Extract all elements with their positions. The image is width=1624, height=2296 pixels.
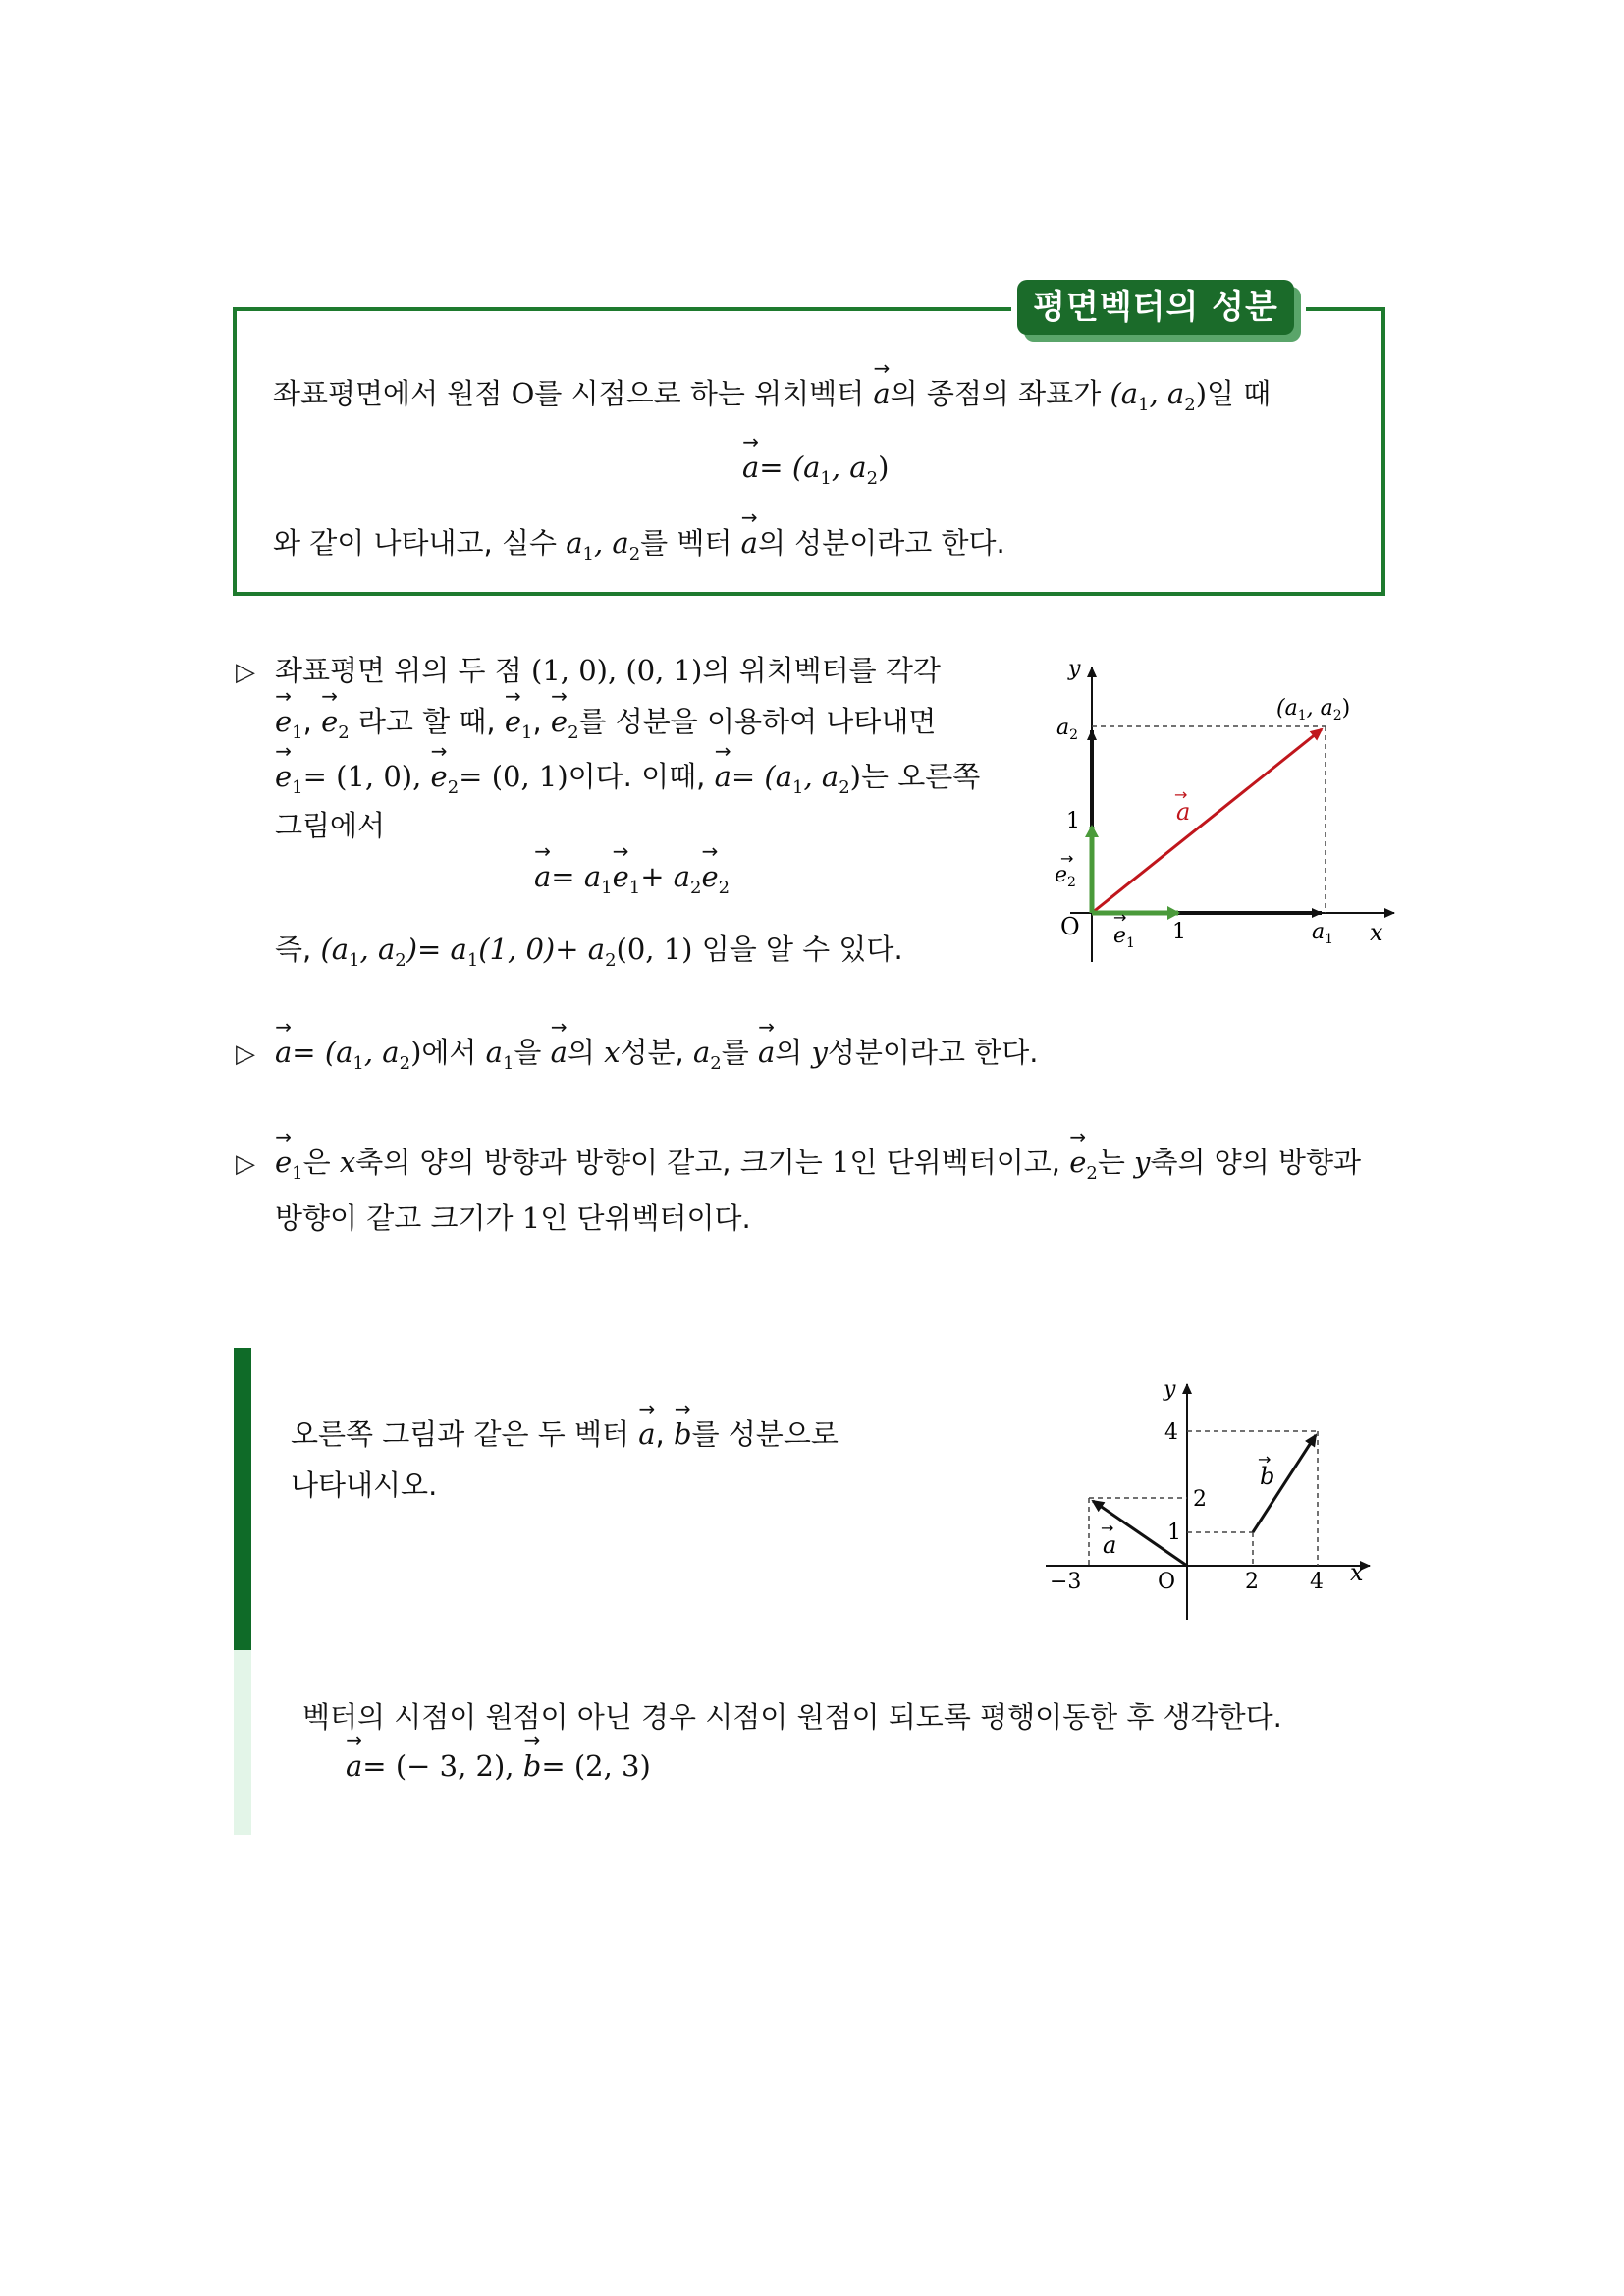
fig1-origin-label: O: [1060, 913, 1080, 940]
note1-line-2: → $e_1$, → $e_2$ 라고 할 때, → $e_1$, → $e_2$를 성분을 이용하여 나타내면: [275, 703, 936, 752]
fig1-x-label: x: [1370, 919, 1383, 946]
note1-formula: → $a= a_1\to e_1+ a_2\to e_2$: [534, 858, 730, 907]
fig1-one-x-label: 1: [1172, 920, 1186, 944]
fig1-e1-label: $e_1$: [1113, 924, 1135, 951]
fig2-vector-a-arrow-glyph: →: [1101, 1519, 1114, 1537]
fig2-two-y-label: 2: [1193, 1487, 1207, 1512]
vector-a-arrow: [1092, 729, 1322, 913]
fig1-vector-a-label: a: [1176, 798, 1191, 826]
fig2-neg3-label: −3: [1050, 1570, 1082, 1594]
note1-line-3: → $e_1= (1$, 0), → $e_2= (0$, 1)이다. 이때, → $a= (a_1$, $a_2$)는 오른쪽: [275, 758, 980, 807]
fig1-a1-label: $a_1$: [1312, 920, 1334, 947]
fig2-one-y-label: 1: [1167, 1521, 1181, 1545]
note1-line-6: 즉, ($a_1$, $a_2)= a_1(1$, $0)+ a_2(0$, 1) 임을 알 수 있다.: [275, 933, 903, 971]
fig1-e1-arrow-glyph: →: [1113, 908, 1127, 927]
definition-line-1: 좌표평면에서 원점 O를 시점으로 하는 위치벡터 → a의 종점의 좌표가 ($a_1$, $a_2$)일 때: [273, 375, 1271, 424]
solution-hint: 벡터의 시점이 원점이 아닌 경우 시점이 원점이 되도록 평행이동한 후 생각한다.: [302, 1700, 1282, 1734]
fig2-origin-label: O: [1158, 1570, 1176, 1594]
note3-line-1: → $e_1$은 x축의 양의 방향과 방향이 같고, 크기는 1인 단위벡터이고, → $e_2$는 y축의 양의 방향과: [275, 1144, 1361, 1193]
fig2-four-y-label: 4: [1164, 1420, 1178, 1445]
note1-line-4: 그림에서: [275, 809, 386, 842]
fig2-y-label: y: [1164, 1377, 1176, 1402]
solution-bar: [234, 1650, 251, 1835]
example-question-line-1: 오른쪽 그림과 같은 두 벡터 → a, → b를 성분으로: [291, 1415, 839, 1453]
fig1-e2-arrow-glyph: →: [1060, 849, 1074, 868]
note2-line: → $a= (a_1$, $a_2$)에서 $a_1$을 → a의 x성분, $a_2$를 → a의 y성분이라고 한다.: [275, 1034, 1038, 1083]
bullet-2: ▷: [236, 1040, 255, 1069]
definition-formula: → $a= (a_1$, $a_2$): [742, 449, 889, 498]
example-question-line-2: 나타내시오.: [291, 1468, 438, 1502]
definition-title: 평면벡터의 성분: [1017, 280, 1294, 335]
fig1-point-label: ($a_1$, $a_2$): [1276, 696, 1351, 723]
solution-answer: → a= (− 3, 2), → b= (2, 3): [346, 1747, 651, 1785]
figure-2: [1036, 1374, 1389, 1629]
definition-line-3: 와 같이 나타내고, 실수 $a_1$, $a_2$를 벡터 → a의 성분이라고 한다.: [273, 524, 1005, 573]
figure-1: [1031, 648, 1404, 972]
fig1-one-y-label: 1: [1066, 809, 1080, 833]
fig2-vector-b-arrow-glyph: →: [1258, 1450, 1272, 1468]
note1-line-1: 좌표평면 위의 두 점 (1, 0), (0, 1)의 위치벡터를 각각: [275, 654, 941, 687]
bullet-1: ▷: [236, 658, 255, 687]
fig1-e2-label: $e_2$: [1055, 863, 1076, 890]
note3-line-2: 방향이 같고 크기가 1인 단위벡터이다.: [275, 1201, 751, 1235]
example-bar: [234, 1348, 251, 1650]
fig2-two-x-label: 2: [1245, 1570, 1259, 1594]
fig2-vector-a-label: a: [1103, 1531, 1117, 1559]
fig2-four-x-label: 4: [1310, 1570, 1324, 1594]
fig2-x-label: x: [1350, 1559, 1364, 1586]
fig1-vector-a-arrow-glyph: →: [1174, 785, 1188, 804]
bullet-3: ▷: [236, 1149, 255, 1179]
fig1-y-label: y: [1068, 657, 1081, 681]
fig1-a2-label: $a_2$: [1056, 716, 1079, 743]
fig2-vector-b-label: b: [1260, 1463, 1275, 1490]
